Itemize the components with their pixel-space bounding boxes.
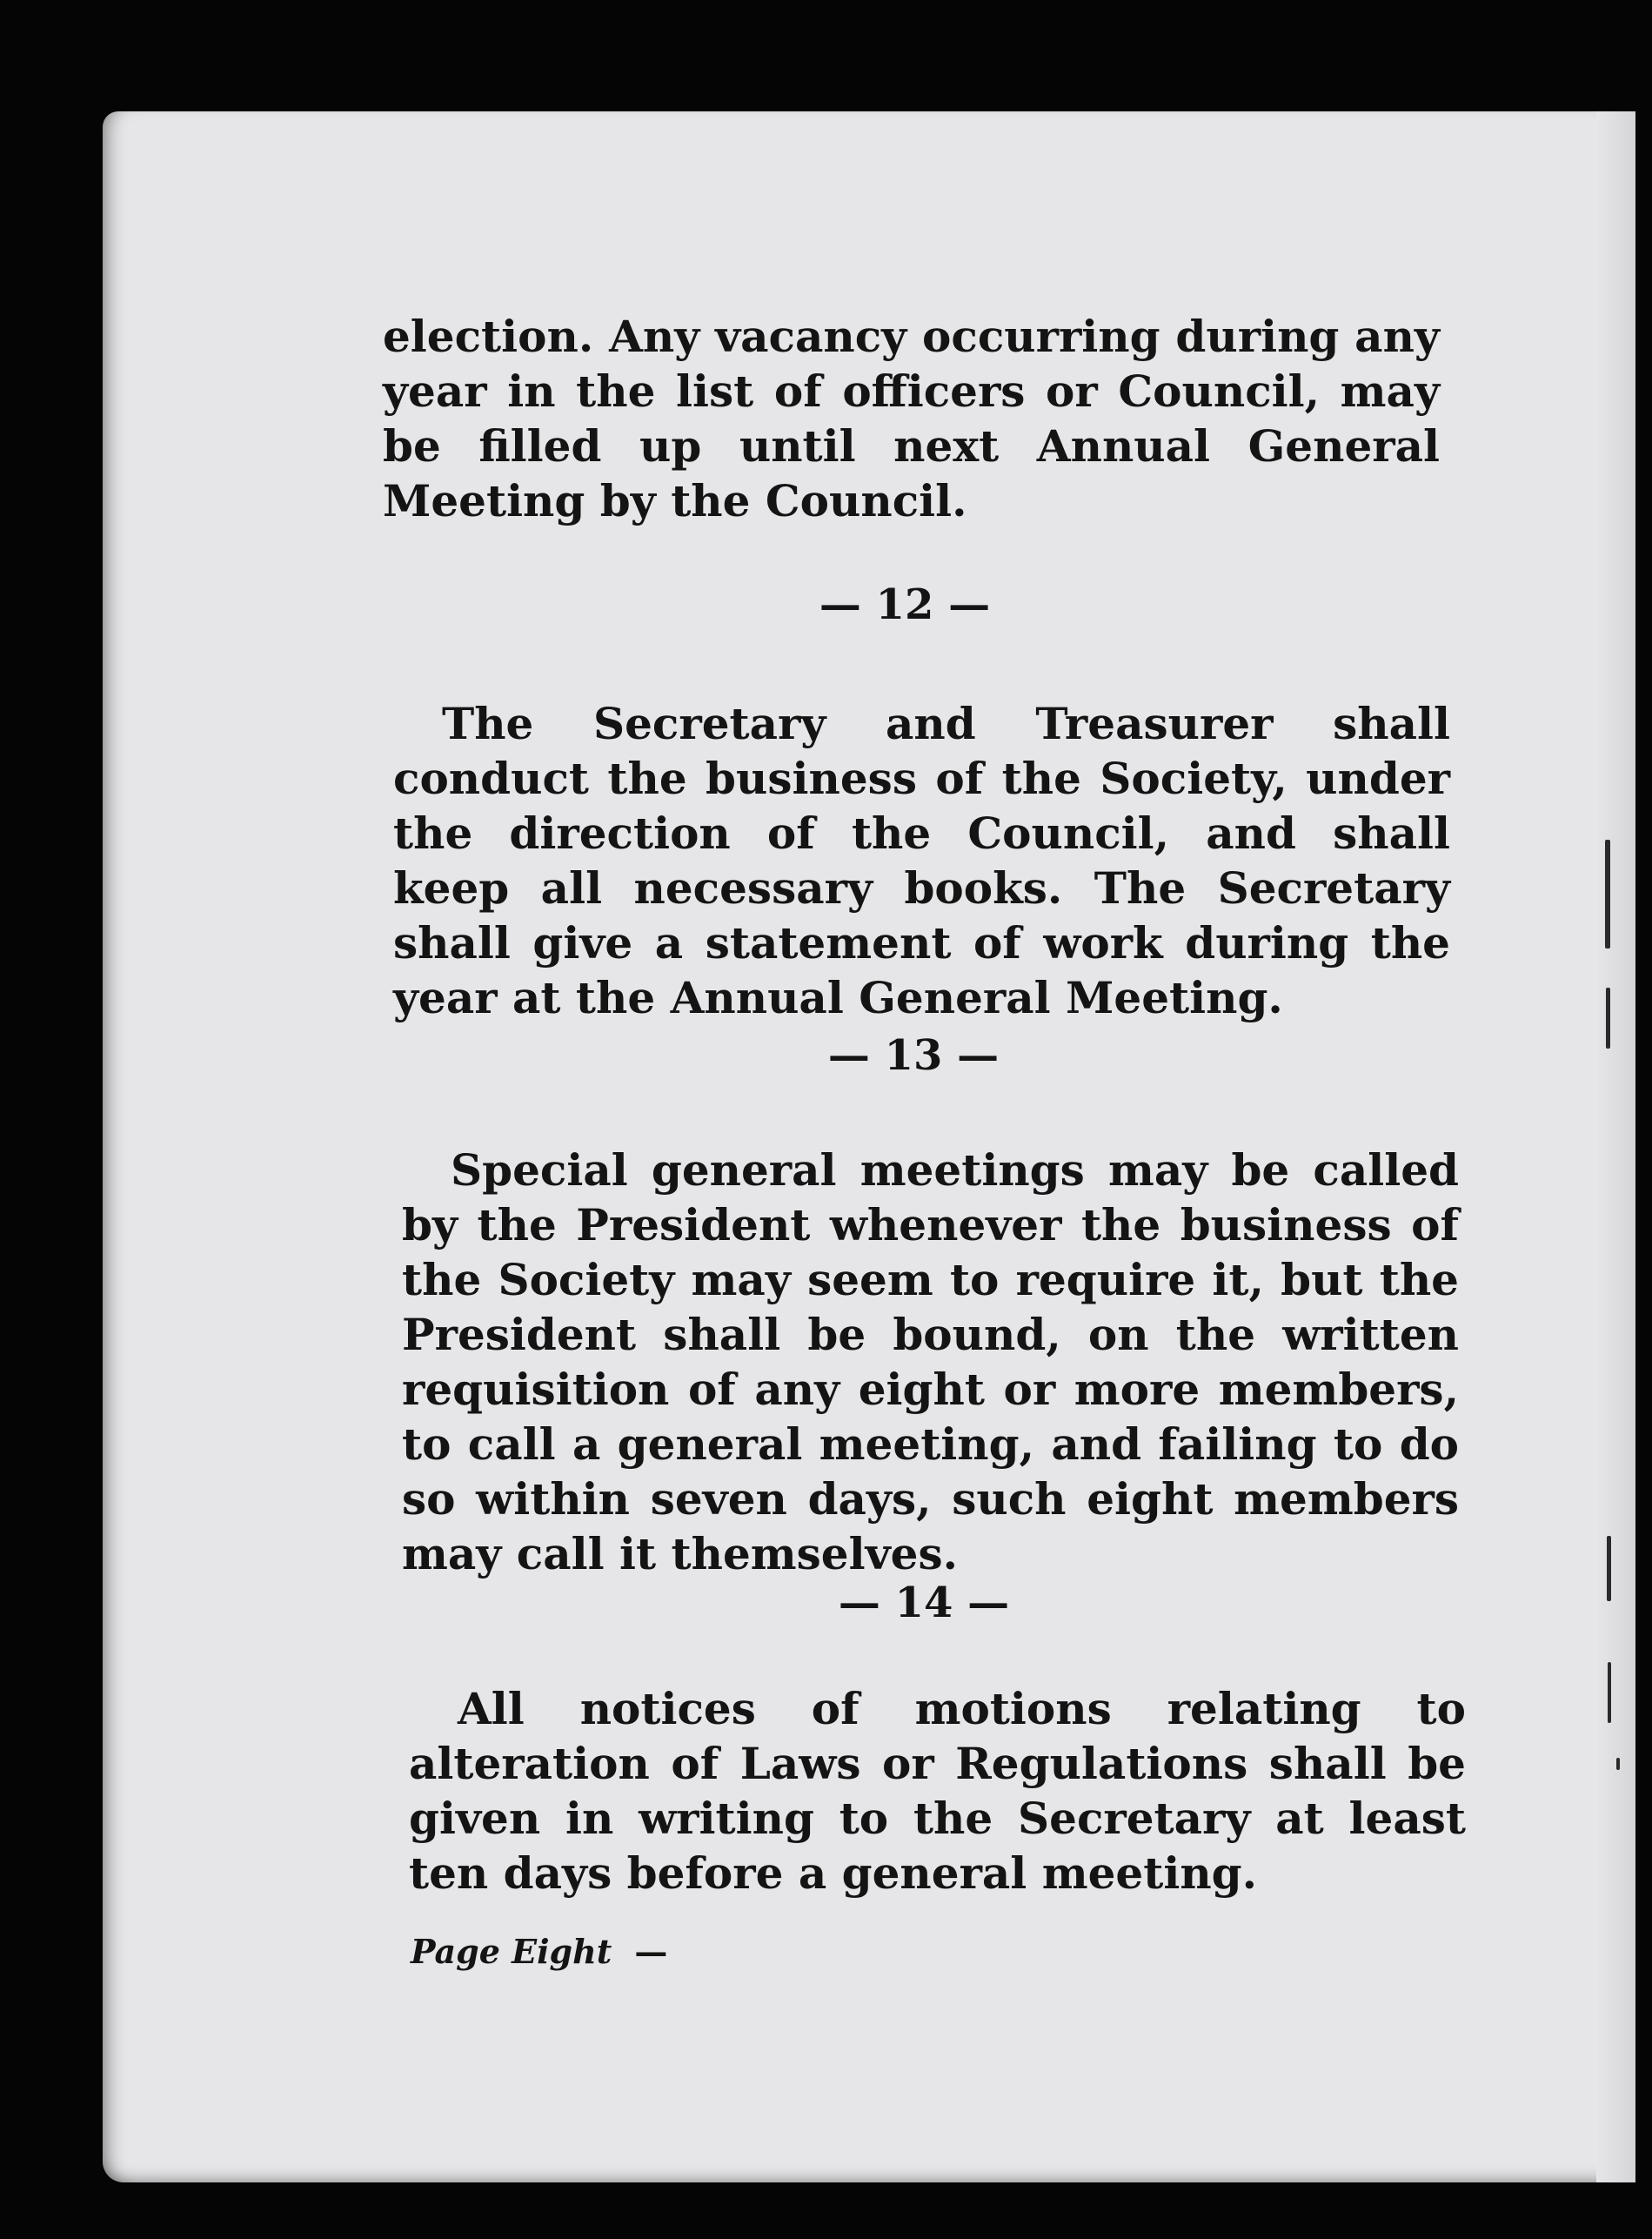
- paragraph-continuation: election. Any vacancy occurring during any year in the list of officers or Council, may be filled up until next Annual General Meeting by the Council.: [383, 311, 1440, 526]
- paragraph-section-12: The Secretary and Treasurer shall conduct the business of the Society, under the direction of the Council, and shall keep all necessary books. The Secretary shall give a statement of work during the year at the Annual General Meeting.: [393, 698, 1450, 1023]
- section-number-14: — 14 —: [838, 1579, 1010, 1627]
- scan-mark: [1606, 988, 1610, 1049]
- page-label: Page Eight: [411, 1932, 612, 1971]
- section-number-12: — 12 —: [819, 580, 991, 629]
- scan-mark: [1616, 1758, 1620, 1770]
- scan-mark: [1605, 840, 1610, 949]
- scan-mark: [1607, 1536, 1611, 1601]
- scan-mark: [1608, 1662, 1611, 1723]
- page-footer: [411, 1930, 667, 1974]
- section-number-13: — 13 —: [827, 1031, 1000, 1080]
- paragraph-section-14: All notices of motions relating to alteration of Laws or Regulations shall be given in writing to the Secretary at least ten days before a general meeting.: [409, 1683, 1466, 1899]
- paragraph-section-13: Special general meetings may be called by the President whenever the business of the Society may seem to require it, but the President shall be bound, on the written requisition of any eight or more members, to call a general meeting, and failing to do so within seven days, such eight members may call it themselves.: [402, 1144, 1459, 1579]
- page-fold-edge: [1596, 111, 1635, 2182]
- footer-dash: —: [634, 1932, 668, 1971]
